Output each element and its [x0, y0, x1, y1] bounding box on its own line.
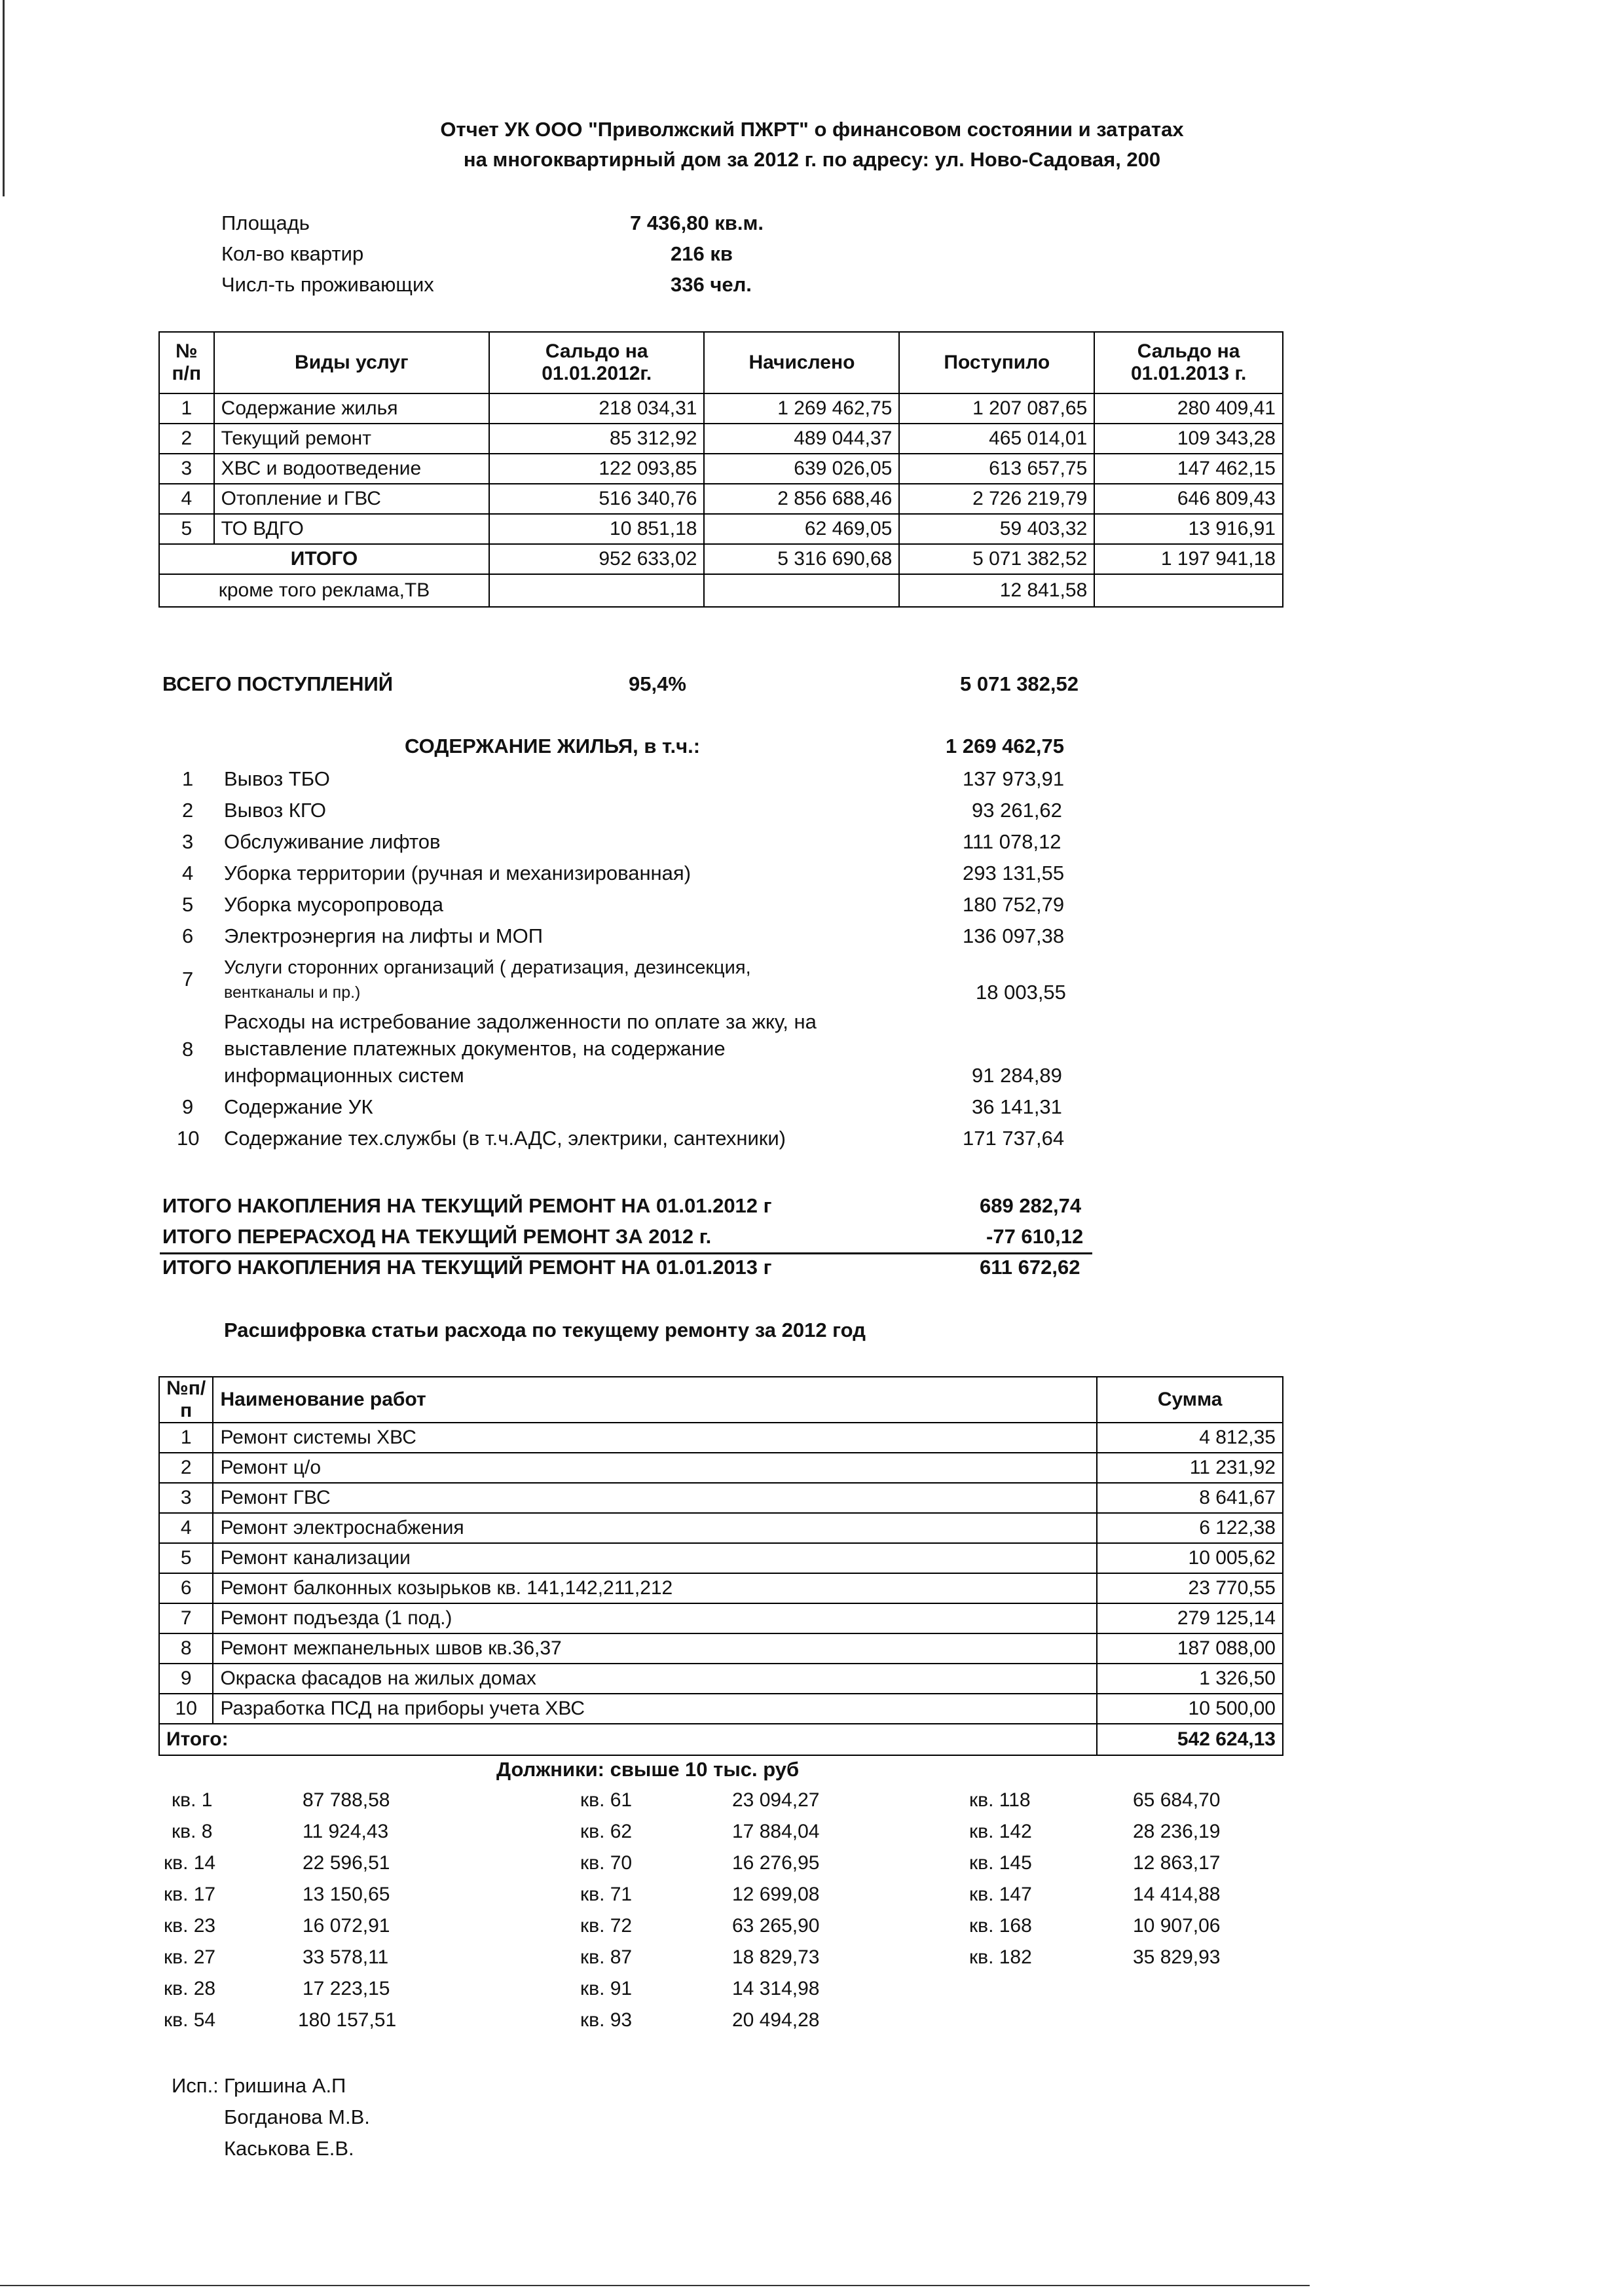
cell: Окраска фасадов на жилых домах: [213, 1664, 1097, 1694]
list-item-value: 36 141,31: [972, 1095, 1062, 1118]
list-item-value: 137 973,91: [963, 767, 1065, 790]
cell: 1 207 087,65: [899, 393, 1094, 424]
cell: Текущий ремонт: [214, 424, 489, 454]
maintenance-title-value: 1 269 462,75: [946, 735, 1065, 757]
cell: 4: [159, 1513, 213, 1543]
repair-accum-2012-value: 689 282,74: [980, 1194, 1082, 1217]
cell: 2 726 219,79: [899, 484, 1094, 514]
debtor-apartment: кв. 70: [580, 1852, 633, 1874]
cell: 6: [159, 1573, 213, 1603]
list-item-name: Содержание УК: [224, 1095, 373, 1118]
cell: 952 633,02: [489, 544, 705, 574]
col-header-received: Поступило: [899, 332, 1094, 393]
debtor-amount: 13 150,65: [303, 1884, 390, 1905]
table-row: [159, 1573, 1283, 1603]
executor-name: Богданова М.В.: [224, 2105, 370, 2128]
executor-name: Гришина А.П: [224, 2074, 346, 2097]
list-item-value: 180 752,79: [963, 893, 1065, 916]
list-item-name: Обслуживание лифтов: [224, 830, 441, 853]
total-receipts-label: ВСЕГО ПОСТУПЛЕНИЙ: [162, 672, 394, 695]
col-header-service: Виды услуг: [214, 332, 489, 393]
table-row: [159, 1423, 1283, 1453]
cell: 85 312,92: [489, 424, 705, 454]
info-residents-value: 336 чел.: [671, 273, 752, 296]
cell: ХВС и водоотведение: [214, 454, 489, 484]
list-item-value: 136 097,38: [963, 924, 1065, 947]
debtor-amount: 87 788,58: [303, 1789, 390, 1811]
info-apartments-label: Кол-во квартир: [221, 242, 364, 265]
debtor-amount: 16 276,95: [732, 1852, 820, 1874]
cell: 280 409,41: [1094, 393, 1283, 424]
table-row: [159, 1543, 1283, 1573]
repair-table: [158, 1376, 1283, 1756]
cell: 5: [159, 1543, 213, 1573]
cell: 8: [159, 1633, 213, 1664]
report-title-line-2: на многоквартирный дом за 2012 г. по адресу: ул. Ново-Садовая, 200: [463, 148, 1161, 171]
list-item-number: 1: [182, 767, 194, 790]
repair-overspend-label: ИТОГО ПЕРЕРАСХОД НА ТЕКУЩИЙ РЕМОНТ ЗА 2012 г.: [162, 1225, 712, 1248]
list-item-number: 8: [182, 1038, 194, 1061]
debtor-apartment: кв. 8: [172, 1821, 213, 1842]
debtor-apartment: кв. 147: [969, 1884, 1032, 1905]
table-total-row: [159, 1724, 1283, 1755]
table-row: [159, 393, 1283, 424]
debtor-apartment: кв. 71: [580, 1884, 633, 1905]
cell: 2 856 688,46: [704, 484, 899, 514]
repair-accum-2012-label: ИТОГО НАКОПЛЕНИЯ НА ТЕКУЩИЙ РЕМОНТ НА 01.01.2012 г: [162, 1194, 772, 1217]
list-item-number: 6: [182, 924, 194, 947]
cell: 3: [159, 454, 214, 484]
list-item-value: 91 284,89: [972, 1064, 1062, 1087]
cell: Ремонт электроснабжения: [213, 1513, 1097, 1543]
cell: ТО ВДГО: [214, 514, 489, 544]
debtor-amount: 28 236,19: [1133, 1821, 1221, 1842]
report-title-line-1: Отчет УК ООО "Приволжский ПЖРТ" о финансовом состоянии и затратах: [440, 118, 1184, 141]
cell: 10: [159, 1694, 213, 1724]
debtor-amount: 12 863,17: [1133, 1852, 1221, 1874]
debtor-apartment: кв. 61: [580, 1789, 633, 1811]
scan-bottom-line: [0, 2285, 1310, 2286]
list-item-number: 10: [177, 1127, 200, 1150]
cell: 9: [159, 1664, 213, 1694]
cell-empty: [489, 574, 705, 607]
debtor-apartment: кв. 168: [969, 1915, 1032, 1937]
summary-divider: [160, 1252, 1092, 1254]
cell: 646 809,43: [1094, 484, 1283, 514]
table-row: [159, 484, 1283, 514]
table-row: [159, 1513, 1283, 1543]
executors-label: Исп.:: [172, 2074, 219, 2097]
table-row: [159, 1603, 1283, 1633]
list-item-number: 4: [182, 862, 194, 884]
debtor-amount: 14 314,98: [732, 1978, 820, 1999]
debtor-amount: 12 699,08: [732, 1884, 820, 1905]
list-item-value: 93 261,62: [972, 799, 1062, 822]
repair-accum-2013-value: 611 672,62: [980, 1256, 1080, 1279]
col-header-number: №п/п: [159, 1377, 213, 1423]
cell: 1 326,50: [1097, 1664, 1283, 1694]
cell: 147 462,15: [1094, 454, 1283, 484]
cell: 3: [159, 1483, 213, 1513]
list-item-number: 2: [182, 799, 194, 822]
list-item-value: 293 131,55: [963, 862, 1065, 884]
repair-table-title: Расшифровка статьи расхода по текущему ремонту за 2012 год: [224, 1319, 866, 1341]
cell: 11 231,92: [1097, 1453, 1283, 1483]
total-receipts-value: 5 071 382,52: [960, 672, 1079, 695]
table-row: [159, 1483, 1283, 1513]
cell: 187 088,00: [1097, 1633, 1283, 1664]
list-item-name-line-1: Расходы на истребование задолженности по оплате за жку, на: [224, 1010, 817, 1033]
debtor-amount: 11 924,43: [303, 1821, 389, 1842]
debtor-amount: 17 884,04: [732, 1821, 820, 1842]
table-extra-row: [159, 574, 1283, 607]
cell: 5: [159, 514, 214, 544]
debtor-apartment: кв. 182: [969, 1946, 1032, 1968]
debtor-apartment: кв. 118: [969, 1789, 1031, 1811]
list-item-name: Уборка территории (ручная и механизированная): [224, 862, 692, 884]
list-item-value: 18 003,55: [976, 981, 1066, 1004]
table-row: [159, 1453, 1283, 1483]
list-item-name: Уборка мусоропровода: [224, 893, 444, 916]
debtor-amount: 17 223,15: [303, 1978, 390, 1999]
list-item-name: Вывоз ТБО: [224, 767, 330, 790]
col-header-balance-end: Сальдо на 01.01.2013 г.: [1094, 332, 1283, 393]
cell: 12 841,58: [899, 574, 1094, 607]
services-table: [158, 331, 1283, 608]
debtor-amount: 14 414,88: [1133, 1884, 1221, 1905]
info-area-label: Площадь: [221, 211, 310, 234]
cell: Ремонт ц/о: [213, 1453, 1097, 1483]
col-header-amount: Сумма: [1097, 1377, 1283, 1423]
repair-overspend-value: -77 610,12: [986, 1225, 1084, 1248]
cell-empty: [704, 574, 899, 607]
cell: Ремонт межпанельных швов кв.36,37: [213, 1633, 1097, 1664]
debtor-apartment: кв. 91: [580, 1978, 633, 1999]
cell: 2: [159, 424, 214, 454]
debtor-apartment: кв. 1: [172, 1789, 213, 1811]
cell: 1 197 941,18: [1094, 544, 1283, 574]
cell: 8 641,67: [1097, 1483, 1283, 1513]
cell: 10 500,00: [1097, 1694, 1283, 1724]
cell: Ремонт ГВС: [213, 1483, 1097, 1513]
cell: 10 851,18: [489, 514, 705, 544]
debtor-amount: 35 829,93: [1133, 1946, 1221, 1968]
debtor-apartment: кв. 54: [164, 2009, 216, 2031]
list-item-number: 9: [182, 1095, 194, 1118]
debtor-apartment: кв. 145: [969, 1852, 1032, 1874]
cell: Отопление и ГВС: [214, 484, 489, 514]
debtor-apartment: кв. 87: [580, 1946, 633, 1968]
table-row: [159, 1664, 1283, 1694]
cell: 122 093,85: [489, 454, 705, 484]
cell: 6 122,38: [1097, 1513, 1283, 1543]
cell: 465 014,01: [899, 424, 1094, 454]
debtor-apartment: кв. 27: [164, 1946, 216, 1968]
cell: 4 812,35: [1097, 1423, 1283, 1453]
table-row: [159, 1633, 1283, 1664]
cell: 23 770,55: [1097, 1573, 1283, 1603]
cell: 218 034,31: [489, 393, 705, 424]
list-item-name-line-3: информационных систем: [224, 1064, 464, 1087]
list-item-name: Вывоз КГО: [224, 799, 327, 822]
cell: 13 916,91: [1094, 514, 1283, 544]
cell: 109 343,28: [1094, 424, 1283, 454]
cell-empty: [1094, 574, 1283, 607]
cell: 62 469,05: [704, 514, 899, 544]
total-receipts-percent: 95,4%: [629, 672, 686, 695]
col-header-balance-start: Сальдо на 01.01.2012г.: [489, 332, 705, 393]
cell: 489 044,37: [704, 424, 899, 454]
cell: 1: [159, 1423, 213, 1453]
debtors-title: Должники: свыше 10 тыс. руб: [496, 1758, 800, 1781]
debtor-apartment: кв. 23: [164, 1915, 216, 1937]
cell: Ремонт балконных козырьков кв. 141,142,211,212: [213, 1573, 1097, 1603]
repair-total-label: Итого:: [159, 1724, 1097, 1755]
debtor-amount: 22 596,51: [303, 1852, 390, 1874]
cell: 7: [159, 1603, 213, 1633]
list-item-value: 111 078,12: [963, 830, 1061, 853]
list-item-name-line-2: выставление платежных документов, на содержание: [224, 1037, 726, 1060]
cell: 1: [159, 393, 214, 424]
extra-label: кроме того реклама,ТВ: [159, 574, 489, 607]
cell: 5 316 690,68: [704, 544, 899, 574]
table-row: [159, 514, 1283, 544]
debtor-amount: 33 578,11: [303, 1946, 389, 1968]
col-header-number: № п/п: [159, 332, 214, 393]
cell: Ремонт системы ХВС: [213, 1423, 1097, 1453]
repair-accum-2013-label: ИТОГО НАКОПЛЕНИЯ НА ТЕКУЩИЙ РЕМОНТ НА 01.01.2013 г: [162, 1256, 772, 1279]
table-row: [159, 1694, 1283, 1724]
debtor-amount: 18 829,73: [732, 1946, 820, 1968]
repair-total-value: 542 624,13: [1097, 1724, 1283, 1755]
debtor-apartment: кв. 28: [164, 1978, 216, 1999]
total-label: ИТОГО: [159, 544, 489, 574]
cell: Ремонт канализации: [213, 1543, 1097, 1573]
cell: Содержание жилья: [214, 393, 489, 424]
list-item-number: 5: [182, 893, 194, 916]
list-item-name: Содержание тех.службы (в т.ч.АДС, электрики, сантехники): [224, 1127, 786, 1150]
cell: 59 403,32: [899, 514, 1094, 544]
table-row: [159, 454, 1283, 484]
debtor-amount: 23 094,27: [732, 1789, 820, 1811]
cell: Ремонт подъезда (1 под.): [213, 1603, 1097, 1633]
cell: 4: [159, 484, 214, 514]
info-area-value: 7 436,80 кв.м.: [630, 211, 764, 234]
cell: 516 340,76: [489, 484, 705, 514]
cell: 10 005,62: [1097, 1543, 1283, 1573]
cell: 639 026,05: [704, 454, 899, 484]
list-item-name-line-1: Услуги сторонних организаций ( дератизация, дезинсекция,: [224, 957, 751, 978]
debtor-apartment: кв. 62: [580, 1821, 633, 1842]
cell: 2: [159, 1453, 213, 1483]
debtor-amount: 20 494,28: [732, 2009, 820, 2031]
col-header-work: Наименование работ: [213, 1377, 1097, 1423]
debtor-amount: 65 684,70: [1133, 1789, 1221, 1811]
cell: 5 071 382,52: [899, 544, 1094, 574]
debtor-amount: 180 157,51: [298, 2009, 397, 2031]
list-item-number: 7: [182, 968, 194, 991]
info-apartments-value: 216 кв: [671, 242, 733, 265]
debtor-apartment: кв. 17: [164, 1884, 216, 1905]
debtor-apartment: кв. 142: [969, 1821, 1032, 1842]
debtor-amount: 63 265,90: [732, 1915, 820, 1937]
col-header-charged: Начислено: [704, 332, 899, 393]
debtor-amount: 16 072,91: [303, 1915, 390, 1937]
cell: 1 269 462,75: [704, 393, 899, 424]
list-item-value: 171 737,64: [963, 1127, 1065, 1150]
list-item-name-line-2: вентканалы и пр.): [224, 983, 361, 1002]
debtor-apartment: кв. 72: [580, 1915, 633, 1937]
maintenance-title: СОДЕРЖАНИЕ ЖИЛЬЯ, в т.ч.:: [405, 735, 701, 757]
table-row: [159, 424, 1283, 454]
cell: 279 125,14: [1097, 1603, 1283, 1633]
cell: 613 657,75: [899, 454, 1094, 484]
info-residents-label: Числ-ть проживающих: [221, 273, 434, 296]
executor-name: Каськова Е.В.: [224, 2137, 354, 2160]
debtor-apartment: кв. 14: [164, 1852, 216, 1874]
debtor-amount: 10 907,06: [1133, 1915, 1221, 1937]
list-item-number: 3: [182, 830, 194, 853]
cell: Разработка ПСД на приборы учета ХВС: [213, 1694, 1097, 1724]
table-total-row: [159, 544, 1283, 574]
list-item-name: Электроэнергия на лифты и МОП: [224, 924, 544, 947]
debtor-apartment: кв. 93: [580, 2009, 633, 2031]
